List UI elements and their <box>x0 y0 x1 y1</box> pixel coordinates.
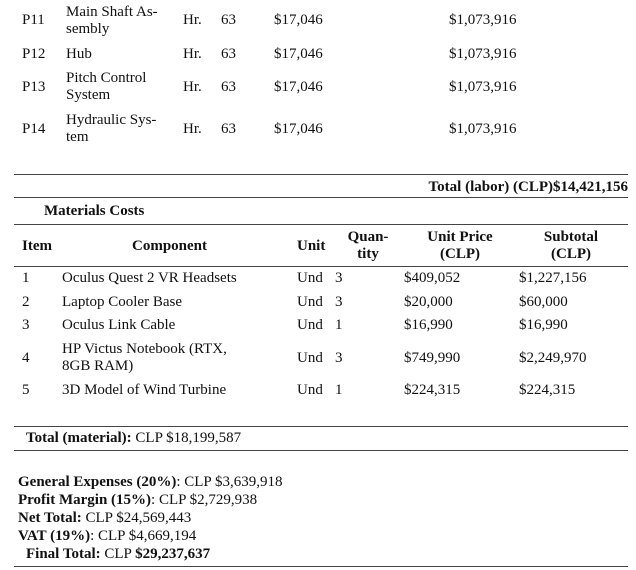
labor-row-unit: Hr. <box>183 46 202 62</box>
material-row-component: Laptop Cooler Base <box>62 294 182 310</box>
material-row-component: HP Victus Notebook (RTX, 8GB RAM) <box>62 341 227 374</box>
material-row-unit: Und <box>297 350 323 366</box>
labor-row-unit-price: $17,046 <box>274 12 323 28</box>
general-expenses-value: : CLP $3,639,918 <box>176 474 283 490</box>
vat-label: VAT (19%) <box>18 528 91 544</box>
material-total-label: Total (material): <box>26 430 132 446</box>
labor-row-subtotal: $1,073,916 <box>449 12 517 28</box>
final-total <box>26 546 210 563</box>
vat <box>18 528 196 545</box>
labor-row-unit-price: $17,046 <box>274 79 323 95</box>
labor-row-component: Main Shaft As- sembly <box>66 4 158 37</box>
material-row-unit: Und <box>297 270 323 286</box>
material-total-value: CLP $18,199,587 <box>131 430 242 446</box>
labor-row-id: P11 <box>22 12 45 28</box>
labor-row-unit-price: $17,046 <box>274 121 323 137</box>
labor-row-qty: 63 <box>221 121 236 137</box>
general-expenses <box>18 474 282 491</box>
material-row-qty: 1 <box>335 317 343 333</box>
material-row-item: 4 <box>22 350 30 366</box>
header-unit-price: Unit Price (CLP) <box>427 229 493 262</box>
profit-margin <box>18 492 257 509</box>
material-row-item: 1 <box>22 270 30 286</box>
material-row-unit: Und <box>297 382 323 398</box>
vat-value: : CLP $4,669,194 <box>90 528 197 544</box>
header-unit: Unit <box>297 238 326 254</box>
final-total-label: Final Total: <box>26 546 101 562</box>
material-row-unit: Und <box>297 294 323 310</box>
labor-row-qty: 63 <box>221 79 236 95</box>
material-row-unit-price: $224,315 <box>404 382 461 398</box>
labor-total-label: Total (labor) (CLP) <box>428 179 553 195</box>
material-row-unit-price: $16,990 <box>404 317 453 333</box>
divider <box>14 266 628 267</box>
final-total-prefix: CLP <box>100 546 136 562</box>
labor-row-id: P13 <box>22 79 46 95</box>
net-total-value: CLP $24,569,443 <box>81 510 192 526</box>
material-row-unit-price: $409,052 <box>404 270 461 286</box>
general-expenses-label: General Expenses (20%) <box>18 474 177 490</box>
labor-row-qty: 63 <box>221 46 236 62</box>
labor-row-id: P12 <box>22 46 46 62</box>
labor-row-qty: 63 <box>221 12 236 28</box>
material-row-unit: Und <box>297 317 323 333</box>
materials-title: Materials Costs <box>44 203 145 219</box>
net-total <box>18 510 191 527</box>
material-row-item: 2 <box>22 294 30 310</box>
labor-row-component: Hub <box>66 46 92 62</box>
material-row-subtotal: $60,000 <box>519 294 568 310</box>
material-total <box>26 430 241 447</box>
labor-row-unit: Hr. <box>183 79 202 95</box>
labor-total <box>429 179 628 196</box>
profit-margin-value: : CLP $2,729,938 <box>151 492 258 508</box>
labor-row-unit: Hr. <box>183 121 202 137</box>
header-item: Item <box>22 238 52 254</box>
material-row-component: Oculus Link Cable <box>62 317 176 333</box>
divider <box>14 566 628 567</box>
labor-row-unit-price: $17,046 <box>274 46 323 62</box>
material-row-subtotal: $224,315 <box>519 382 576 398</box>
labor-row-subtotal: $1,073,916 <box>449 121 517 137</box>
material-row-qty: 3 <box>335 350 343 366</box>
labor-row-unit: Hr. <box>183 12 202 28</box>
material-row-qty: 1 <box>335 382 343 398</box>
material-row-unit-price: $20,000 <box>404 294 453 310</box>
profit-margin-label: Profit Margin (15%) <box>18 492 152 508</box>
labor-row-subtotal: $1,073,916 <box>449 46 517 62</box>
header-component: Component <box>132 238 208 254</box>
labor-row-subtotal: $1,073,916 <box>449 79 517 95</box>
net-total-label: Net Total: <box>18 510 82 526</box>
material-row-component: 3D Model of Wind Turbine <box>62 382 227 398</box>
labor-row-component: Hydraulic Sys- tem <box>66 112 157 145</box>
divider <box>14 174 628 175</box>
material-row-item: 5 <box>22 382 30 398</box>
material-row-qty: 3 <box>335 270 343 286</box>
labor-row-component: Pitch Control System <box>66 70 147 103</box>
material-row-component: Oculus Quest 2 VR Headsets <box>62 270 237 286</box>
header-subtotal: Subtotal (CLP) <box>543 229 599 262</box>
header-quantity: Quan- tity <box>347 229 389 262</box>
material-row-subtotal: $2,249,970 <box>519 350 587 366</box>
divider <box>14 426 628 427</box>
labor-row-id: P14 <box>22 121 46 137</box>
material-row-unit-price: $749,990 <box>404 350 461 366</box>
divider <box>14 197 628 198</box>
labor-total-value: $14,421,156 <box>553 179 628 195</box>
divider <box>14 224 628 225</box>
divider <box>14 450 628 451</box>
final-total-value: $29,237,637 <box>135 546 211 562</box>
material-row-subtotal: $1,227,156 <box>519 270 587 286</box>
material-row-item: 3 <box>22 317 30 333</box>
material-row-qty: 3 <box>335 294 343 310</box>
material-row-subtotal: $16,990 <box>519 317 568 333</box>
